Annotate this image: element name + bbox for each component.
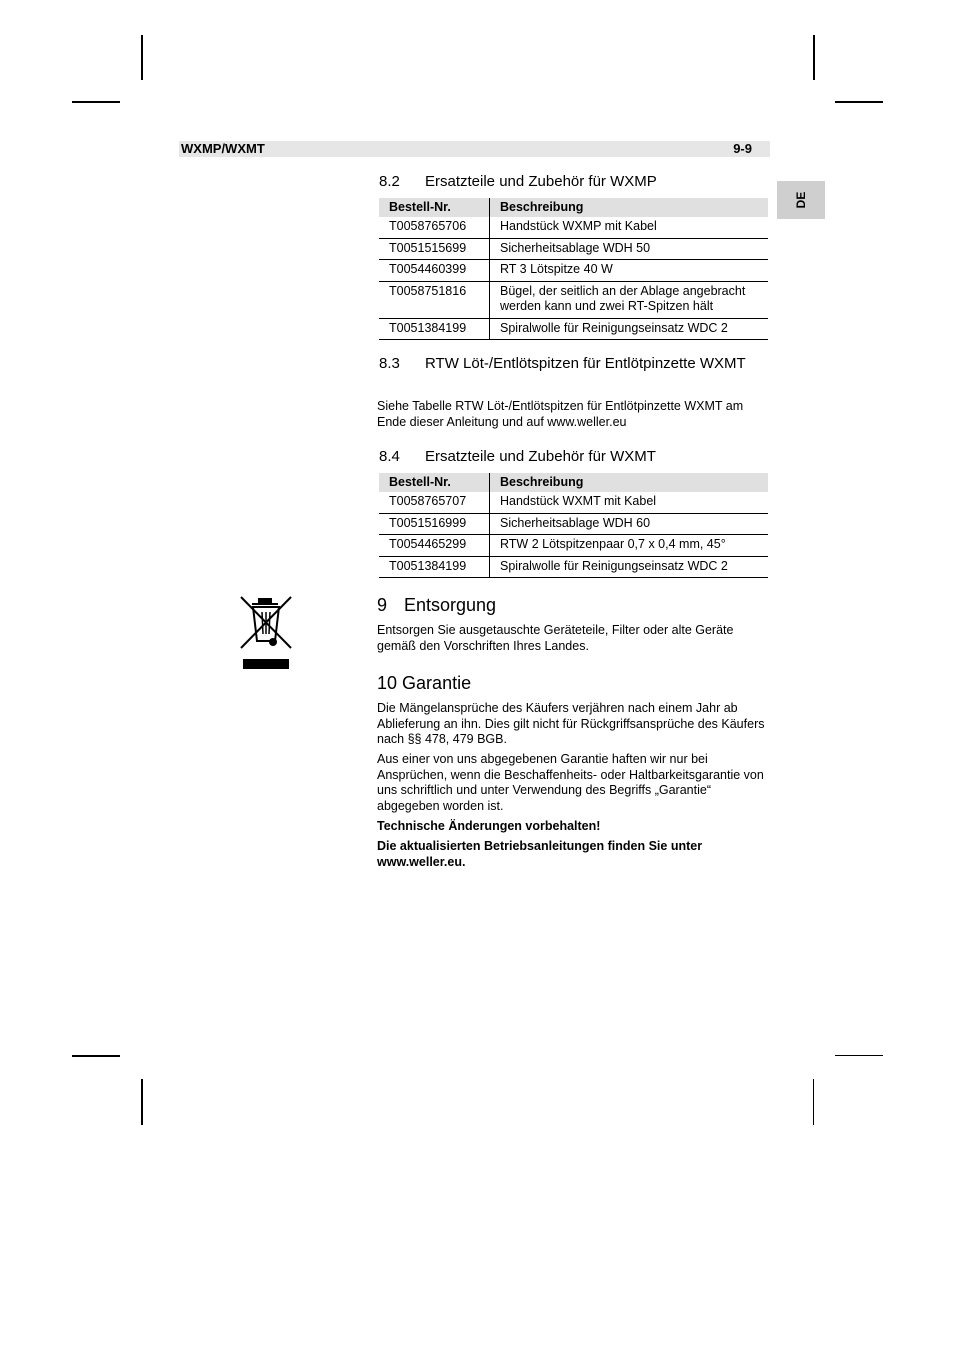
part-number: T0058765706 [379,217,490,238]
crossed-out-wheelie-bin-icon [238,594,294,674]
crop-mark [72,101,120,103]
section-title: Ersatzteile und Zubehör für WXMP [425,173,657,190]
part-description: Sicherheitsablage WDH 60 [490,513,769,535]
table-row [379,513,768,535]
part-description: Handstück WXMT mit Kabel [490,492,769,513]
column-header: Bestell-Nr. [379,198,490,217]
crop-mark [141,1079,143,1125]
manual-updates-note: Die aktualisierten Betriebsanleitungen finden Sie unter www.weller.eu. [377,839,703,869]
table-row [379,260,768,282]
part-number: T0058765707 [379,492,490,513]
table-row [379,318,768,340]
part-description: Bügel, der seitlich an der Ablage angebracht werden kann und zwei RT-Spitzen hält [490,281,769,318]
parts-table-wxmp [379,198,768,340]
table-row [379,238,768,260]
crop-mark [813,1079,814,1125]
section-9-heading [377,594,496,616]
section-number: 9 [377,595,388,615]
part-number: T0051515699 [379,238,490,260]
warranty-paragraph-2: Aus einer von uns abgegebenen Garantie haften wir nur bei Ansprüchen, wenn die Beschaffenheits- oder Haltbarkeitsgarantie von uns schriftlich und unter Verwendung des Begriffs „Garantie“ abgegeben worden ist. [377,752,764,813]
part-description: RTW 2 Lötspitzenpaar 0,7 x 0,4 mm, 45° [490,535,769,557]
section-title: Garantie [402,673,472,693]
language-tab [777,181,825,219]
section-number: 8.3 [379,355,400,372]
part-number: T0054465299 [379,535,490,557]
crop-mark [835,1055,883,1056]
technical-changes-note: Technische Änderungen vorbehalten! [377,819,601,833]
section-8-3-heading [379,354,769,394]
crop-mark [72,1055,120,1057]
table-row [379,492,768,513]
parts-table-wxmt [379,473,768,578]
column-header: Beschreibung [490,473,769,492]
part-number: T0058751816 [379,281,490,318]
table-header-row [379,198,768,217]
section-9-text: Entsorgen Sie ausgetauschte Geräteteile, Filter oder alte Geräte gemäß den Vorschriften Ihres Landes. [377,623,734,653]
column-header: Beschreibung [490,198,769,217]
section-number: 8.2 [379,173,400,190]
crop-mark [813,35,815,80]
warranty-paragraph-1: Die Mängelansprüche des Käufers verjähren nach einem Jahr ab Ablieferung an ihn. Dies gilt nicht für Rückgriffsansprüche des Käufers nach §§ 478, 479 BGB. [377,701,765,746]
part-description: RT 3 Lötspitze 40 W [490,260,769,282]
part-number: T0051384199 [379,556,490,578]
column-header: Bestell-Nr. [379,473,490,492]
section-title: RTW Löt-/Entlötspitzen für Entlötpinzette WXMT [425,355,746,372]
part-description: Handstück WXMP mit Kabel [490,217,769,238]
section-number: 8.4 [379,448,400,465]
section-number: 10 [377,673,398,693]
part-description: Spiralwolle für Reinigungseinsatz WDC 2 [490,318,769,340]
header-page-number: 9-9 [733,141,752,156]
language-tab-label: DE [794,191,808,209]
table-row [379,556,768,578]
section-title: Ersatzteile und Zubehör für WXMT [425,448,656,465]
section-8-3-text: Siehe Tabelle RTW Löt-/Entlötspitzen für Entlötpinzette WXMT am Ende dieser Anleitung und auf www.weller.eu [377,399,744,429]
running-header [179,141,770,157]
crop-mark [141,35,143,80]
section-10-heading [377,672,471,694]
part-number: T0051384199 [379,318,490,340]
part-number: T0054460399 [379,260,490,282]
table-row [379,281,768,318]
header-product: WXMP/WXMT [181,141,265,156]
part-description: Sicherheitsablage WDH 50 [490,238,769,260]
table-row [379,217,768,238]
part-number: T0051516999 [379,513,490,535]
part-description: Spiralwolle für Reinigungseinsatz WDC 2 [490,556,769,578]
table-header-row [379,473,768,492]
section-title: Entsorgung [404,595,497,615]
crop-mark [835,101,883,103]
table-row [379,535,768,557]
